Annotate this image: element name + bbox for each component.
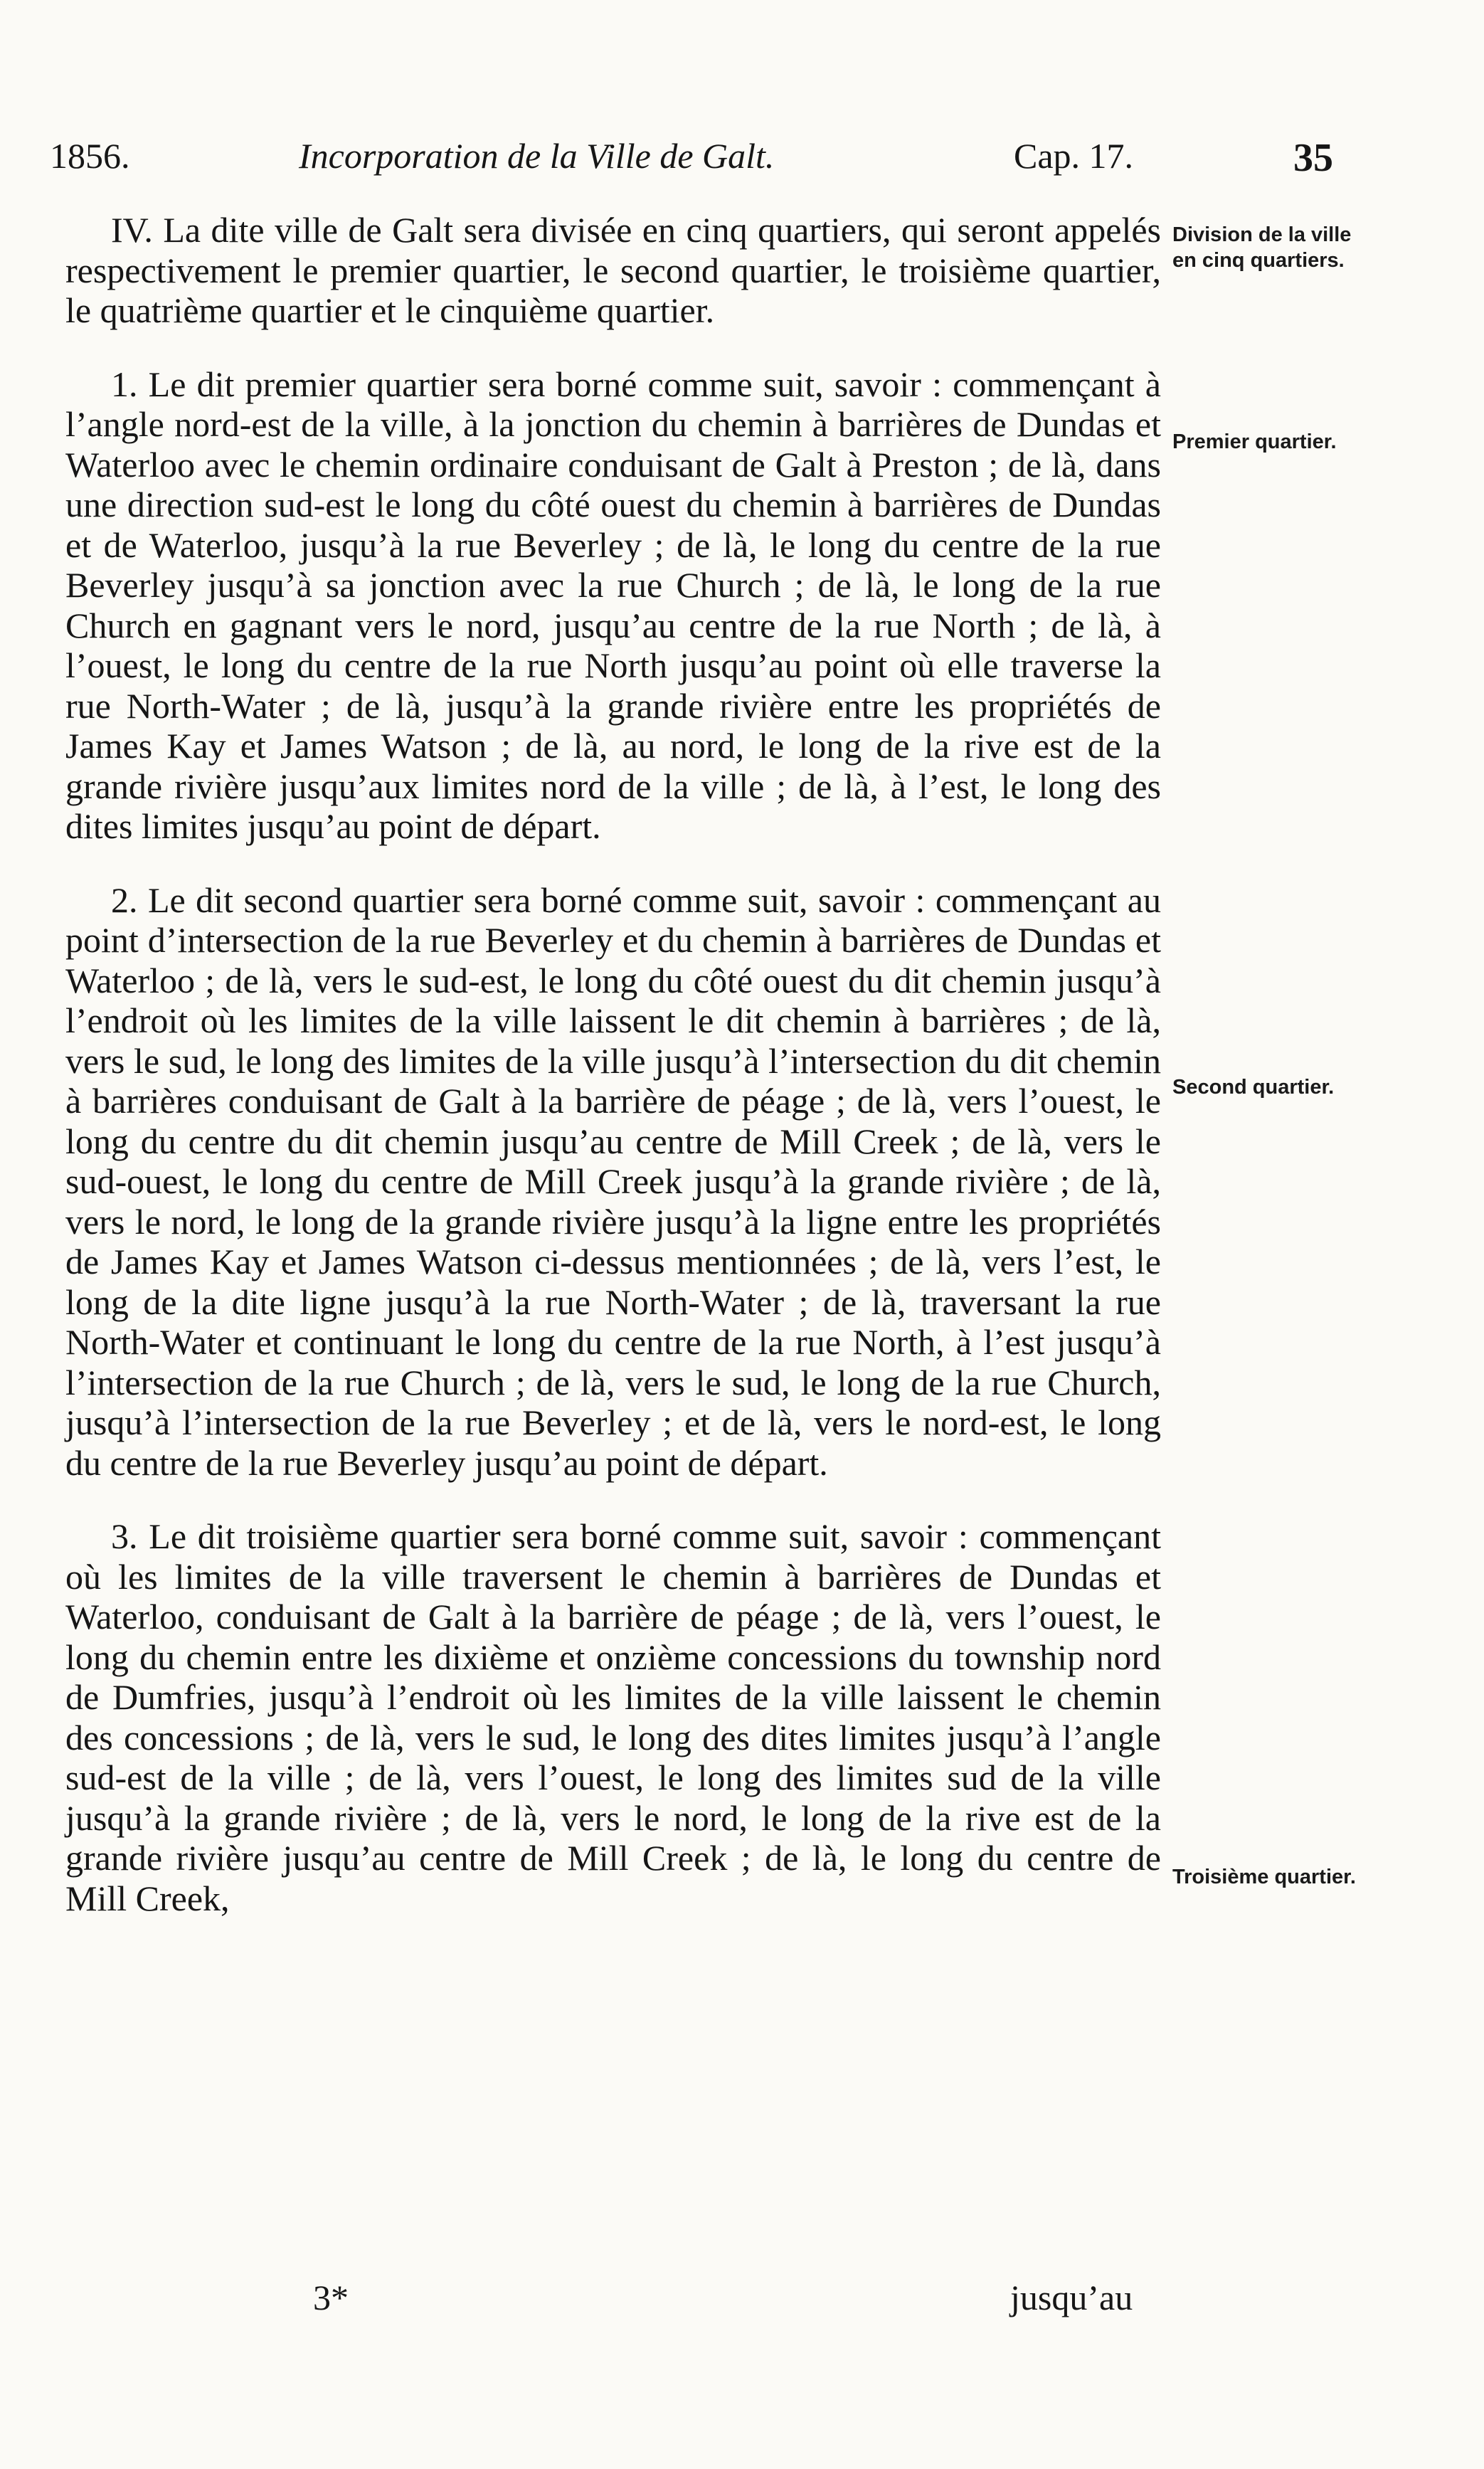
paragraph-section-iv: IV. La dite ville de Galt sera divisée en cinq quartiers, qui seront appelés respectivement le premier quartier, le second quartier, le troisième quartier, le quatrième quartier et le cinquième quartier. (65, 210, 1161, 330)
paragraph-third-ward: 3. Le dit troisième quartier sera borné comme suit, savoir : commençant où les limites de la ville traversent le chemin à barrières de Dundas et Waterloo, conduisant de Galt à la barrière de péage ; de là, vers l’ouest, le long du chemin entre les dixième et onzième concessions du township nord de Dumfries, jusqu’à l’endroit où les limites de la ville laissent le chemin des concessions ; de là, vers le sud, le long des dites limites jusqu’à l’angle sud-est de la ville ; de là, vers l’ouest, le long des limites sud de la ville jusqu’à la grande rivière ; de là, vers le nord, le long de la rive est de la grande rivière jusqu’au centre de Mill Creek ; de là, le long du centre de Mill Creek, (65, 1516, 1161, 1918)
main-text (65, 210, 1161, 1918)
page-footer (0, 2277, 1484, 2327)
margin-note-first-ward: Premier quartier. (1172, 430, 1337, 453)
header-chapter: Cap. 17. (1014, 136, 1134, 176)
catchword: jusqu’au (1010, 2278, 1133, 2317)
paragraph-first-ward: 1. Le dit premier quartier sera borné comme suit, savoir : commençant à l’angle nord-est de la ville, à la jonction du chemin à barrières de Dundas et Waterloo avec le chemin ordinaire conduisant de Galt à Preston ; de là, dans une direction sud-est le long du côté ouest du chemin à barrières de Dundas et de Waterloo, jusqu’à la rue Beverley ; de là, le long du centre de la rue Beverley jusqu’à sa jonction avec la rue Church ; de là, le long de la rue Church en gagnant vers le nord, jusqu’au centre de la rue North ; de là, à l’ouest, le long du centre de la rue North jusqu’au point où elle traverse la rue North-Water ; de là, jusqu’à la grande rivière entre les propriétés de James Kay et James Watson ; de là, au nord, le long de la rive est de la grande rivière jusqu’aux limites nord de la ville ; de là, à l’est, le long des dites limites jusqu’au point de départ. (65, 364, 1161, 846)
running-header (50, 135, 1373, 185)
paragraph-second-ward: 2. Le dit second quartier sera borné comme suit, savoir : commençant au point d’intersection de la rue Beverley et du chemin à barrières de Dundas et Waterloo ; de là, vers le sud-est, le long du côté ouest du dit chemin jusqu’à l’endroit où les limites de la ville laissent le dit chemin à barrières ; de là, vers le sud, le long des limites de la ville jusqu’à l’intersection du dit chemin à barrières conduisant de Galt à la barrière de péage ; de là, vers l’ouest, le long du centre du dit chemin jusqu’au centre de Mill Creek ; de là, vers le sud-ouest, le long du centre de Mill Creek jusqu’à la grande rivière ; de là, vers le nord, le long de la grande rivière jusqu’à la ligne entre les propriétés de James Kay et James Watson ci-dessus mentionnées ; de là, vers l’est, le long de la dite ligne jusqu’à la rue North-Water ; de là, traversant la rue North-Water et continuant le long du centre de la rue North, à l’est jusqu’à l’intersection de la rue Church ; de là, vers le sud, le long de la rue Church, jusqu’à l’intersection de la rue Beverley ; et de là, vers le nord-est, le long du centre de la rue Beverley jusqu’au point de départ. (65, 879, 1161, 1483)
header-title: Incorporation de la Ville de Galt. (299, 136, 775, 176)
margin-note-second-ward: Second quartier. (1172, 1076, 1335, 1099)
signature-mark: 3* (313, 2278, 349, 2317)
page-number: 35 (1293, 136, 1333, 180)
margin-note-third-ward: Troisième quartier. (1172, 1866, 1356, 1888)
margin-note-division: Division de la ville en cinq quartiers. (1172, 223, 1352, 272)
header-year: 1856. (50, 136, 130, 176)
